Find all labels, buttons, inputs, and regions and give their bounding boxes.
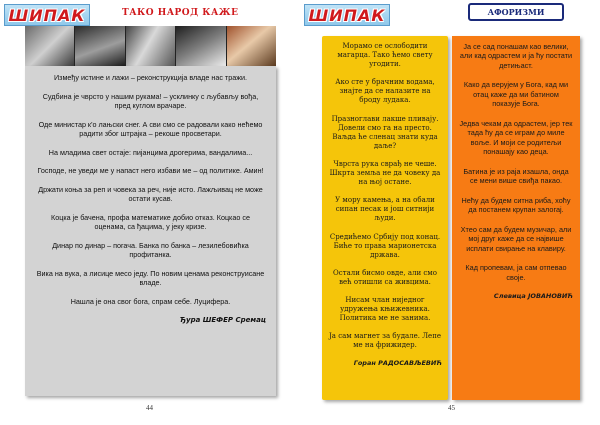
photo-politician-image xyxy=(227,26,276,66)
orange-aphorisms-column xyxy=(452,36,580,400)
aphorism: Ако сте у брачним водама, знајте да се налазите на броду лудака. xyxy=(335,78,435,105)
aforizmi-title-badge: АФОРИЗМИ xyxy=(468,3,564,21)
sipak-logo xyxy=(4,4,90,26)
page-number: 44 xyxy=(146,404,153,412)
aphorism: У мору камења, а на обали сипан песак и још ситнији људи. xyxy=(335,196,435,223)
author-signature: Горан РАДОСАВЉЕВИЋ xyxy=(353,359,442,368)
author-signature: Слевица ЈОВАНОВИЋ xyxy=(493,292,573,301)
logo-text: ШИПАК xyxy=(8,5,86,25)
sayings-box xyxy=(25,66,276,396)
saying: Држати коња за реп и човека за реч, није исто. Лажљивац не може остати кусав. xyxy=(38,184,263,203)
page-number: 45 xyxy=(448,404,455,412)
saying: На младима свет остаје: пијанцима дрогерима, вандалима... xyxy=(48,147,253,157)
aphorism: Празноглави лакше пливају. Довели смо га на престо. Ваљда ће сленац знати куда даље? xyxy=(331,114,439,150)
aphorism: Нисам члан ниједног удружења књижевника. Политика ме не занима. xyxy=(339,295,431,323)
aphorism: Нећу да будем ситна риба, хоћу да постанем крупан залогај. xyxy=(461,195,571,215)
aphorism: Морамо се ослободити магарца. Тако ћемо свету угодити. xyxy=(337,42,433,69)
aphorism: Ја сам магнет за будале. Лепе ме на фрижидер. xyxy=(328,332,442,350)
saying: Динар по динар – погача. Банка по банка – лезилебовићка профитанка. xyxy=(52,240,249,259)
sipak-logo xyxy=(304,4,390,26)
photo-faces-image xyxy=(75,26,124,66)
aphorism: Батина је из раја изашла, онда се мени више свиђа пакао. xyxy=(463,166,569,186)
photo-birds-image xyxy=(176,26,225,66)
aphorism: Ја се сад понашам као велики, али кад одрастем и ја ћу постати детињаст. xyxy=(459,42,573,70)
saying: Вика на вука, а лисице месо једу. По новим ценама реконструисане владе. xyxy=(36,268,265,287)
aphorism: Како да верујем у Бога, кад ми отац каже да ми батином показује Бога. xyxy=(463,80,569,109)
aphorism: Једва чекам да одрастем, јер тек тада ћу да се играм до миле воље. И моји се родитељи понашају као деца. xyxy=(459,118,573,157)
yellow-aphorisms-column xyxy=(322,36,448,400)
author-signature: Ђура ШЕФЕР Сремац xyxy=(179,316,266,324)
aphorism: Средићемо Србију под конац. Биће то права марионетска држава. xyxy=(329,232,441,259)
saying: Судбина је чврсто у нашим рукама! – усклинку с љубављу вођа, пред куглом врачаре. xyxy=(42,91,259,110)
saying: Између истине и лажи – реконструкција владе нас тражи. xyxy=(53,73,248,82)
aphorism: Хтео сам да будем музичар, али мој друг каже да се највише исплати свирање на клавиру. xyxy=(460,224,572,253)
photo-strip xyxy=(25,26,276,66)
photo-crowd-image xyxy=(25,26,74,66)
section-title: ТАКО НАРОД КАЖЕ xyxy=(122,8,239,18)
photo-woman-image xyxy=(126,26,175,66)
saying: Нашла је она свог бога, спрам себе. Луциферa. xyxy=(70,296,231,306)
saying: Господе, не уведи ме у напаст него избави ме – од политике. Амин! xyxy=(37,166,264,175)
saying: Оде министар к'о лањски снег. А сви смо се радовали како нећемо радити због штрајка – рекоше просветари. xyxy=(38,119,263,138)
aphorism: Остали бисмо овде, али смо већ отишли са живцима. xyxy=(333,268,437,286)
saying: Коцка је бачена, профа математике добио отказ. Коцкао се оценама, са ђацима, у јеку кризе. xyxy=(51,212,250,231)
right-page xyxy=(300,0,600,425)
logo-text: ШИПАК xyxy=(308,5,386,25)
aphorism: Кад пропевам, ја сам отпевао своје. xyxy=(465,263,567,282)
aphorism: Чврста рука сврађ не чеше. Шкрта земља не да човеку да на њој остане. xyxy=(329,159,441,187)
